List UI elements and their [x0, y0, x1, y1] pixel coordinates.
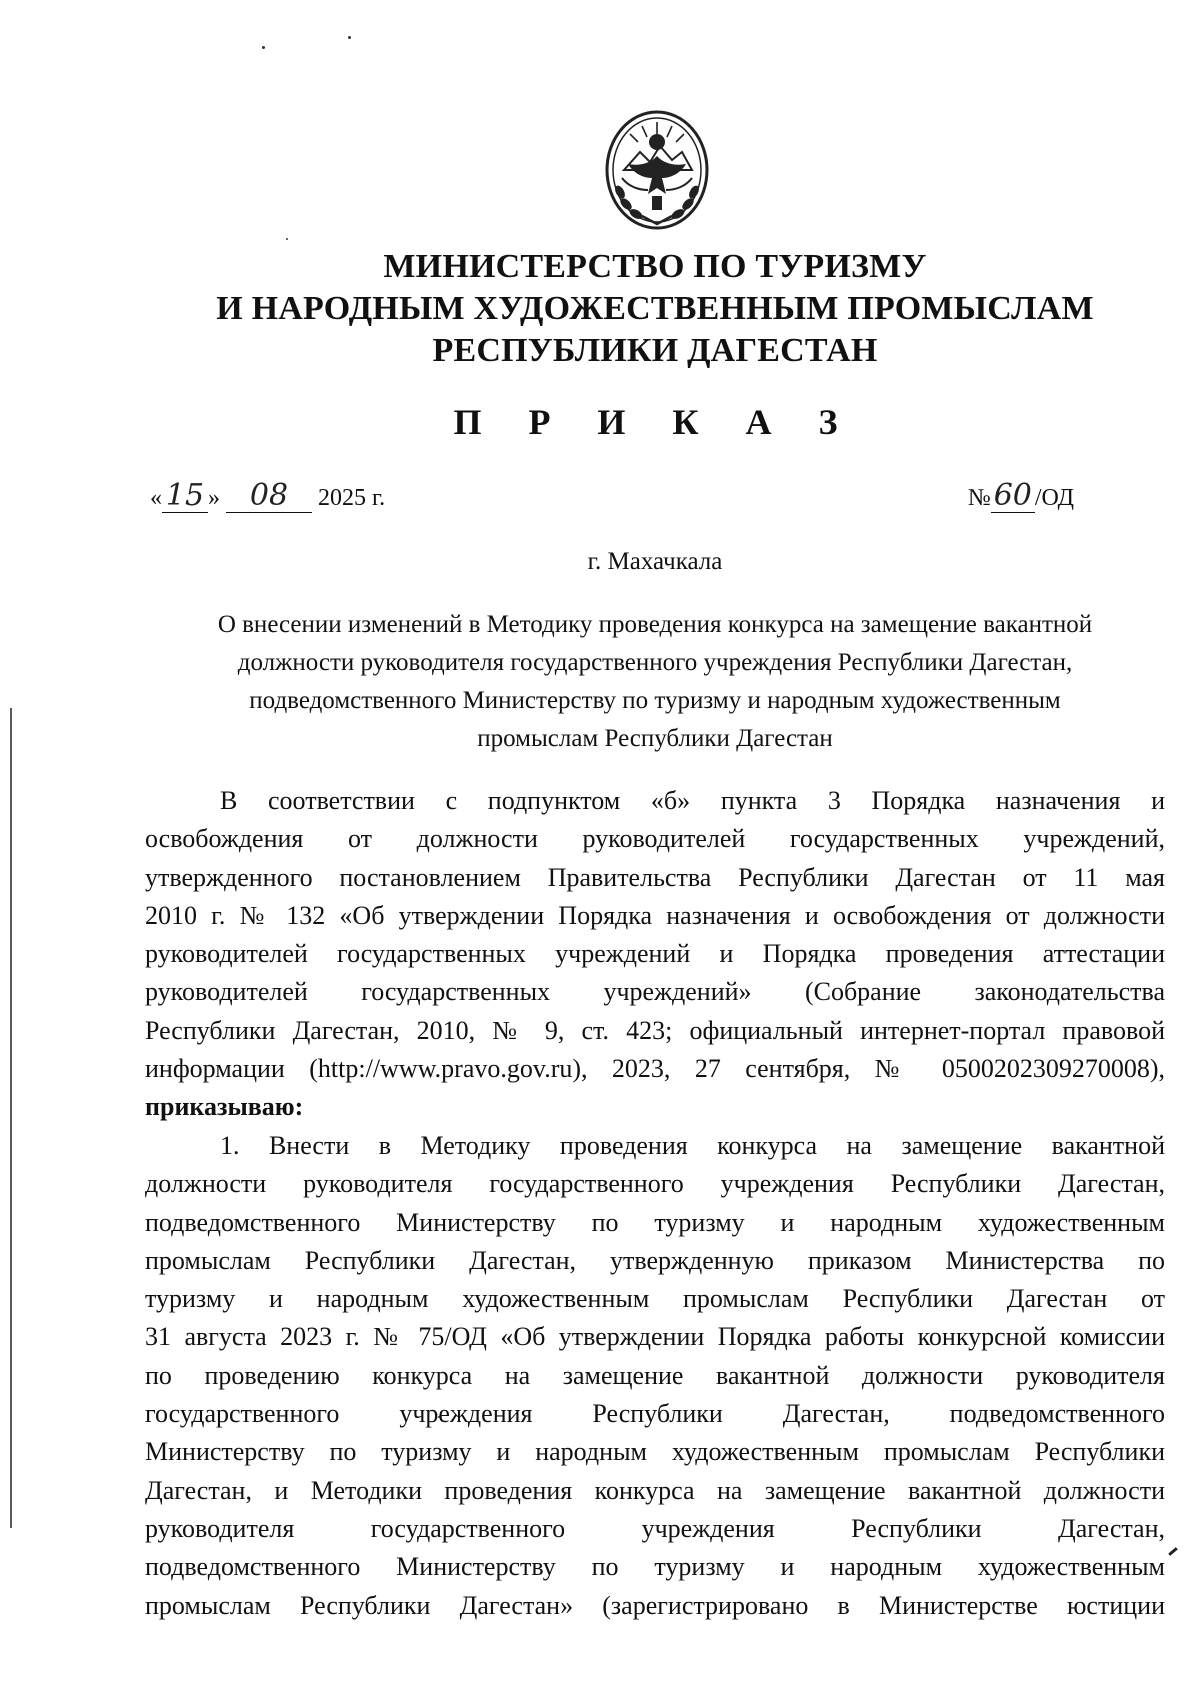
date-day-handwritten: 15 [165, 478, 205, 513]
ministry-header-line: РЕСПУБЛИКИ ДАГЕСТАН [432, 332, 878, 369]
ministry-header [150, 246, 1160, 372]
preamble-line: В соответствии с подпунктом «б» пункта 3 Порядка назначения и [220, 786, 1165, 815]
number-field [991, 478, 1035, 513]
order-title: П Р И К А З [453, 402, 857, 442]
item-1-line: промыслам Республики Дагестан, утвержденную приказом Министерства по [145, 1245, 1165, 1275]
scan-speck [286, 238, 288, 240]
preamble-line: информации (http://www.pravo.gov.ru), 2023, 27 сентября, № 0500202309270008), [145, 1054, 1165, 1084]
item-1-line: 1. Внести в Методику проведения конкурса на замещение вакантной [220, 1131, 1165, 1160]
scan-edge-line [10, 708, 12, 1528]
number-handwritten: 60 [993, 478, 1032, 513]
item-1-line: 31 августа 2023 г. № 75/ОД «Об утверждении Порядка работы конкурсной комиссии [145, 1322, 1165, 1352]
item-1-paragraph [145, 1127, 1165, 1625]
date-month-field [226, 478, 312, 513]
item-1-line: Министерству по туризму и народным художественным промыслам Республики [145, 1437, 1165, 1467]
ministry-header-line: МИНИСТЕРСТВО ПО ТУРИЗМУ [383, 248, 927, 285]
subject-line: подведомственного Министерству по туризму и народным художественным [249, 687, 1061, 714]
item-1-line: Дагестан, и Методики проведения конкурса на замещение вакантной должности [145, 1475, 1165, 1505]
item-1-line: должности руководителя государственного учреждения Республики Дагестан, [145, 1169, 1165, 1199]
date-year: 2025 г. [318, 485, 386, 511]
scan-speck [348, 36, 351, 39]
number-prefix: № [967, 485, 991, 511]
item-1-line: промыслам Республики Дагестан» (зарегистрировано в Министерстве юстиции [145, 1590, 1165, 1620]
date-close-quote: » [208, 485, 220, 511]
item-1-line: подведомственного Министерству по туризму и народным художественным [145, 1207, 1165, 1237]
order-subject [150, 606, 1160, 758]
item-1-line: по проведению конкурса на замещение вакантной должности руководителя [145, 1360, 1165, 1390]
preamble-line: освобождения от должности руководителей государственных учреждений, [145, 824, 1165, 854]
city: г. Махачкала [587, 548, 723, 575]
preamble-paragraph [145, 782, 1165, 1127]
preamble-line: утвержденного постановлением Правительства Республики Дагестан от 11 мая [145, 862, 1165, 892]
item-1-line: подведомственного Министерству по туризму и народным художественным [145, 1552, 1165, 1582]
subject-line: промыслам Республики Дагестан [477, 725, 833, 752]
preamble-line: руководителей государственных учреждений и Порядка проведения аттестации [145, 939, 1165, 969]
margin-mark [1168, 1547, 1178, 1556]
preamble-line: руководителей государственных учреждений» (Собрание законодательства [145, 977, 1165, 1007]
date-month-handwritten: 08 [249, 478, 289, 513]
ministry-header-line: И НАРОДНЫМ ХУДОЖЕСТВЕННЫМ ПРОМЫСЛАМ [216, 290, 1094, 327]
order-date [150, 478, 386, 514]
preamble-line: Республики Дагестан, 2010, № 9, ст. 423; официальный интернет-портал правовой [145, 1015, 1165, 1045]
subject-line: О внесении изменений в Методику проведения конкурса на замещение вакантной [217, 611, 1093, 638]
number-suffix: /ОД [1034, 485, 1074, 511]
preamble-line: 2010 г. № 132 «Об утверждении Порядка назначения и освобождения от должности [145, 900, 1165, 930]
order-number [967, 478, 1074, 514]
item-1-line: туризму и народным художественным промыслам Республики Дагестан от [145, 1284, 1165, 1314]
item-1-line: руководителя государственного учреждения Республики Дагестан, [145, 1513, 1165, 1543]
coat-of-arms-icon [602, 108, 712, 232]
date-day-field [162, 478, 208, 513]
subject-line: должности руководителя государственного учреждения Республики Дагестан, [237, 649, 1073, 676]
date-open-quote: « [150, 485, 162, 511]
order-word: приказываю: [145, 1092, 304, 1122]
scan-speck [262, 46, 265, 49]
item-1-line: государственного учреждения Республики Дагестан, подведомственного [145, 1399, 1165, 1429]
